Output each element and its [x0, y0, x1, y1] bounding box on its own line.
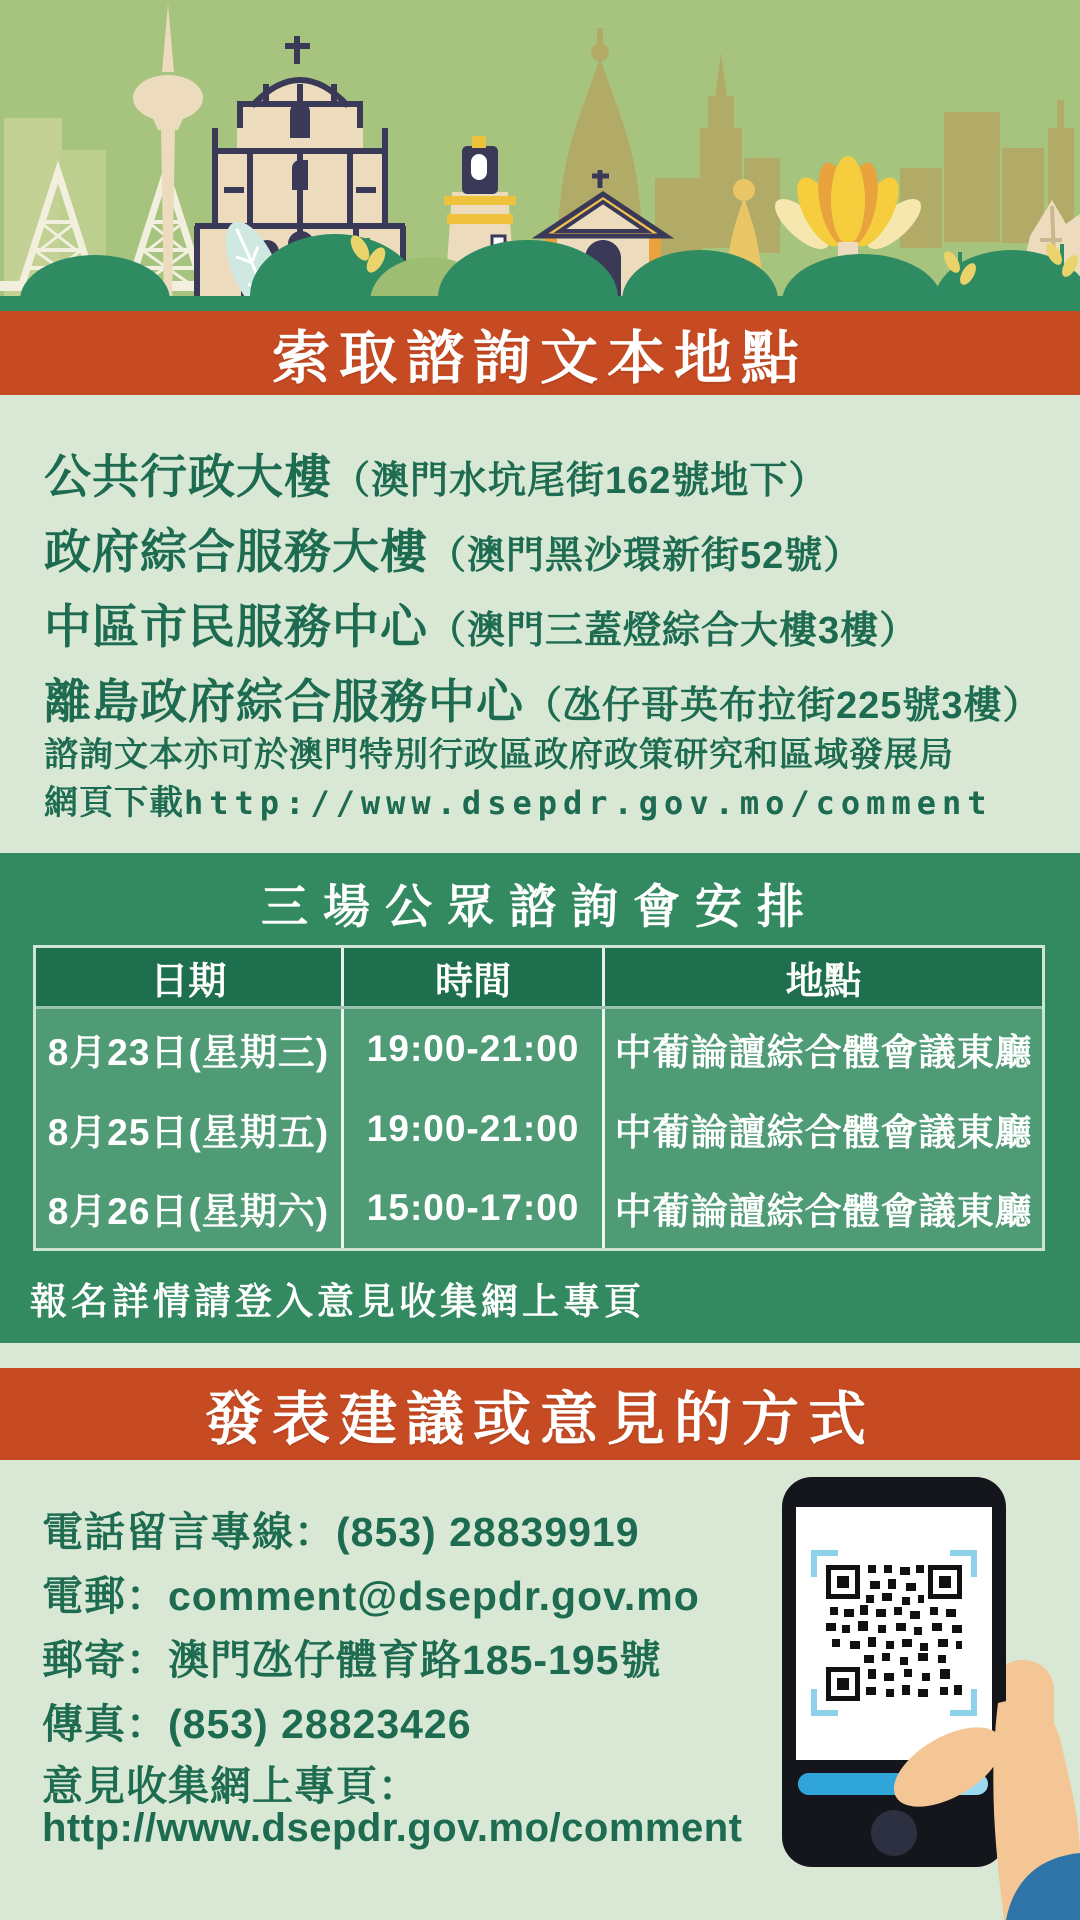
note-line2-prefix: 網頁下載: [44, 784, 184, 822]
section3-title: 發表建議或意見的方式: [204, 1387, 875, 1452]
location-address: （澳門三蓋燈綜合大樓3樓）: [428, 610, 919, 652]
location-name: 公共行政大樓: [44, 450, 332, 503]
location-item: [44, 590, 918, 657]
note-line1: 諮詢文本亦可於澳門特別行政區政府政策研究和區域發展局: [44, 736, 954, 774]
location-address: （氹仔哥英布拉街225號3樓）: [524, 685, 1042, 727]
cell-venue: 中葡論譠綜合體會議東廳: [614, 1031, 1033, 1073]
phone-screen: [796, 1507, 992, 1760]
contact-label: 電話留言專線：: [42, 1509, 336, 1555]
contact-value: comment@dsepdr.gov.mo: [168, 1573, 700, 1619]
cell-time: 19:00-21:00: [344, 1009, 606, 1089]
contact-label: 電郵：: [42, 1573, 168, 1619]
phone-qr-illustration: [760, 1455, 1080, 1920]
location-address: （澳門黑沙環新街52號）: [428, 535, 863, 577]
cell-time: 15:00-17:00: [344, 1168, 606, 1248]
cell-venue: 中葡論譠綜合體會議東廳: [614, 1111, 1033, 1153]
cell-date: 8月26日(星期六): [36, 1168, 344, 1248]
table-row: [36, 1168, 1042, 1248]
contact-fax: [42, 1691, 472, 1750]
section2-title: 三場公眾諮詢會安排: [261, 880, 819, 933]
registration-footnote: 報名詳情請登入意見收集網上專頁: [30, 1281, 645, 1322]
cell-time: 19:00-21:00: [344, 1089, 606, 1169]
location-name: 中區市民服務中心: [44, 600, 428, 653]
cell-date: 8月25日(星期五): [36, 1089, 344, 1169]
location-item: [44, 440, 827, 507]
cell-venue: 中葡論譠綜合體會議東廳: [614, 1191, 1033, 1233]
skyline-illustration: [0, 0, 1080, 311]
location-address: （澳門水坑尾街162號地下）: [332, 460, 828, 502]
consultation-sessions-panel: [0, 853, 1080, 1343]
download-note: [44, 731, 1054, 827]
contact-phone: [42, 1499, 640, 1558]
section1-title: 索取諮詢文本地點: [271, 326, 808, 391]
cell-date: 8月23日(星期三): [36, 1009, 344, 1089]
sessions-table: [33, 945, 1045, 1251]
contact-label: 傳真：: [42, 1701, 168, 1747]
comment-page-url: http://www.dsepdr.gov.mo/comment: [42, 1806, 743, 1850]
header-venue: 地點: [785, 960, 862, 1003]
section1-banner: [0, 311, 1080, 395]
contact-value: (853) 28823426: [168, 1701, 472, 1747]
contact-webpage-label: [42, 1753, 420, 1812]
header-date: 日期: [36, 948, 344, 1006]
download-url: http://www.dsepdr.gov.mo/comment: [184, 784, 993, 822]
section3-banner: [0, 1368, 1080, 1460]
table-row: [36, 1089, 1042, 1169]
table-row: [36, 1009, 1042, 1089]
location-item: [44, 665, 1042, 732]
contact-label: 郵寄：: [42, 1637, 168, 1683]
contact-email: [42, 1563, 700, 1622]
header-time: 時間: [344, 948, 606, 1006]
contact-value: (853) 28839919: [336, 1509, 640, 1555]
location-item: [44, 515, 862, 582]
contact-value: 澳門氹仔體育路185-195號: [168, 1637, 662, 1683]
location-name: 離島政府綜合服務中心: [44, 675, 524, 728]
location-name: 政府綜合服務大樓: [44, 525, 428, 578]
contact-label: 意見收集網上專頁：: [42, 1763, 420, 1809]
home-button: [871, 1810, 917, 1856]
contact-mail: [42, 1627, 661, 1686]
table-header-row: [36, 948, 1042, 1009]
